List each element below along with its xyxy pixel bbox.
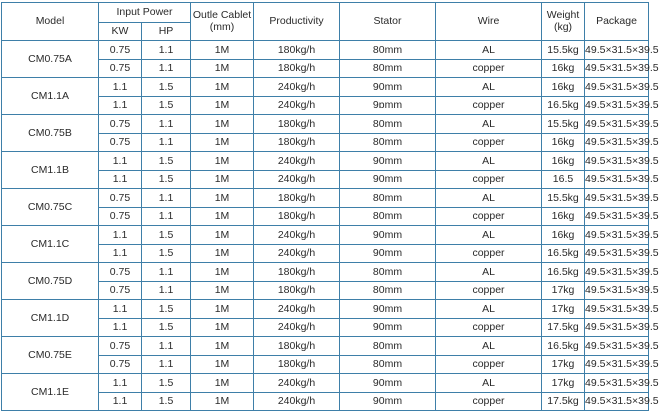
table-row [2,300,649,319]
cell-hp: 1.5 [142,226,191,245]
cell-stator: 80mm [340,133,436,152]
cell-kw: 0.75 [99,133,142,152]
cell-stator: 80mm [340,59,436,78]
cell-weight: 17kg [542,300,585,319]
cell-model: CM0.75C [2,189,99,226]
cell-kw: 1.1 [99,170,142,189]
cell-kw: 1.1 [99,300,142,319]
table-row [2,207,649,226]
cell-outlet-cable: 1M [191,170,254,189]
cell-outlet-cable: 1M [191,300,254,319]
cell-outlet-cable: 1M [191,281,254,300]
cell-wire: copper [436,133,542,152]
cell-kw: 1.1 [99,318,142,337]
cell-model: CM1.1B [2,152,99,189]
cell-kw: 1.1 [99,244,142,263]
cell-outlet-cable: 1M [191,244,254,263]
cell-productivity: 240kg/h [254,318,340,337]
cell-hp: 1.5 [142,152,191,171]
cell-outlet-cable: 1M [191,263,254,282]
header-package: Package [585,3,649,41]
table-row [2,41,649,60]
header-wire: Wire [436,3,542,41]
cell-productivity: 240kg/h [254,170,340,189]
cell-hp: 1.1 [142,41,191,60]
cell-outlet-cable: 1M [191,133,254,152]
cell-wire: AL [436,337,542,356]
cell-productivity: 240kg/h [254,244,340,263]
cell-kw: 0.75 [99,263,142,282]
cell-weight: 17.5kg [542,392,585,411]
cell-hp: 1.1 [142,263,191,282]
cell-outlet-cable: 1M [191,189,254,208]
header-outlet-cable-line2: (mm) [209,20,235,33]
cell-package: 49.5×31.5×39.5 [585,78,649,97]
cell-kw: 0.75 [99,59,142,78]
cell-stator: 90mm [340,300,436,319]
cell-outlet-cable: 1M [191,318,254,337]
cell-kw: 0.75 [99,115,142,134]
cell-weight: 15.5kg [542,189,585,208]
cell-productivity: 180kg/h [254,337,340,356]
cell-weight: 17.5kg [542,318,585,337]
cell-wire: AL [436,300,542,319]
cell-package: 49.5×31.5×39.5 [585,115,649,134]
cell-outlet-cable: 1M [191,392,254,411]
cell-outlet-cable: 1M [191,152,254,171]
cell-weight: 16kg [542,78,585,97]
table-row [2,374,649,393]
cell-productivity: 180kg/h [254,281,340,300]
cell-kw: 0.75 [99,355,142,374]
table-row [2,170,649,189]
cell-kw: 0.75 [99,281,142,300]
table-row [2,263,649,282]
spec-table-body [2,41,659,411]
cell-productivity: 240kg/h [254,300,340,319]
cell-package: 49.5×31.5×39.5 [585,41,649,60]
cell-productivity: 180kg/h [254,263,340,282]
cell-wire: copper [436,207,542,226]
table-row [2,244,649,263]
cell-wire: AL [436,226,542,245]
cell-wire: copper [436,281,542,300]
cell-kw: 1.1 [99,392,142,411]
cell-outlet-cable: 1M [191,374,254,393]
cell-weight: 16.5kg [542,244,585,263]
table-row [2,318,649,337]
cell-outlet-cable: 1M [191,355,254,374]
header-weight [542,3,585,41]
cell-package: 49.5×31.5×39.5 [585,263,649,282]
cell-package: 49.5×31.5×39.5 [585,59,649,78]
cell-wire: copper [436,244,542,263]
table-row [2,133,649,152]
cell-kw: 0.75 [99,207,142,226]
cell-productivity: 180kg/h [254,189,340,208]
cell-kw: 1.1 [99,78,142,97]
cell-package: 49.5×31.5×39.5 [585,281,649,300]
cell-wire: copper [436,96,542,115]
cell-hp: 1.5 [142,170,191,189]
cell-hp: 1.1 [142,115,191,134]
cell-package: 49.5×31.5×39.5 [585,207,649,226]
cell-stator: 90mm [340,170,436,189]
cell-weight: 16kg [542,226,585,245]
table-row [2,78,649,97]
cell-outlet-cable: 1M [191,207,254,226]
cell-hp: 1.1 [142,189,191,208]
cell-weight: 16.5 [542,170,585,189]
cell-package: 49.5×31.5×39.5 [585,226,649,245]
table-row [2,115,649,134]
cell-stator: 90mm [340,152,436,171]
cell-productivity: 180kg/h [254,41,340,60]
header-model: Model [2,3,99,41]
header-weight-line1: Weight [546,8,580,21]
cell-kw: 0.75 [99,337,142,356]
cell-wire: AL [436,263,542,282]
cell-wire: AL [436,152,542,171]
cell-hp: 1.1 [142,133,191,152]
header-input-power: Input Power [99,3,191,23]
cell-stator: 90mm [340,392,436,411]
cell-stator: 80mm [340,281,436,300]
cell-stator: 80mm [340,189,436,208]
cell-model: CM0.75A [2,41,99,78]
cell-hp: 1.5 [142,392,191,411]
cell-package: 49.5×31.5×39.5 [585,337,649,356]
cell-productivity: 240kg/h [254,392,340,411]
cell-stator: 90mm [340,244,436,263]
cell-model: CM0.75D [2,263,99,300]
cell-outlet-cable: 1M [191,96,254,115]
header-outlet-cable [191,3,254,41]
cell-stator: 90mm [340,374,436,393]
cell-wire: copper [436,170,542,189]
cell-wire: AL [436,374,542,393]
cell-productivity: 240kg/h [254,96,340,115]
cell-productivity: 180kg/h [254,207,340,226]
cell-model: CM1.1C [2,226,99,263]
cell-stator: 80mm [340,41,436,60]
cell-stator: 90mm [340,78,436,97]
cell-model: CM0.75E [2,337,99,374]
cell-package: 49.5×31.5×39.5 [585,374,649,393]
cell-hp: 1.5 [142,78,191,97]
cell-outlet-cable: 1M [191,337,254,356]
spec-table [1,2,659,411]
cell-kw: 1.1 [99,96,142,115]
cell-wire: AL [436,41,542,60]
cell-productivity: 180kg/h [254,355,340,374]
cell-package: 49.5×31.5×39.5 [585,189,649,208]
cell-kw: 1.1 [99,374,142,393]
cell-productivity: 240kg/h [254,78,340,97]
cell-wire: AL [436,189,542,208]
table-row [2,355,649,374]
cell-productivity: 240kg/h [254,152,340,171]
cell-productivity: 180kg/h [254,59,340,78]
cell-kw: 0.75 [99,41,142,60]
cell-weight: 16kg [542,207,585,226]
cell-hp: 1.1 [142,281,191,300]
cell-hp: 1.1 [142,59,191,78]
cell-weight: 15.5kg [542,41,585,60]
header-productivity: Productivity [254,3,340,41]
table-row [2,392,649,411]
cell-package: 49.5×31.5×39.5 [585,355,649,374]
table-row [2,189,649,208]
cell-outlet-cable: 1M [191,41,254,60]
cell-weight: 16kg [542,133,585,152]
header-hp: HP [142,23,191,41]
cell-wire: AL [436,115,542,134]
cell-model: CM1.1D [2,300,99,337]
cell-package: 49.5×31.5×39.5 [585,152,649,171]
cell-outlet-cable: 1M [191,226,254,245]
cell-outlet-cable: 1M [191,115,254,134]
cell-package: 49.5×31.5×39.5 [585,244,649,263]
cell-hp: 1.5 [142,300,191,319]
cell-stator: 80mm [340,115,436,134]
cell-wire: copper [436,59,542,78]
cell-model: CM1.1A [2,78,99,115]
cell-stator: 9ɒmm [340,96,436,115]
cell-outlet-cable: 1M [191,78,254,97]
cell-hp: 1.5 [142,318,191,337]
table-row [2,59,649,78]
cell-productivity: 240kg/h [254,374,340,393]
cell-weight: 16kg [542,59,585,78]
cell-hp: 1.5 [142,374,191,393]
cell-weight: 16kg [542,152,585,171]
cell-kw: 0.75 [99,189,142,208]
header-stator: Stator [340,3,436,41]
cell-weight: 16.5kg [542,337,585,356]
cell-productivity: 180kg/h [254,115,340,134]
header-outlet-cable-line1: Outle Cablet [192,8,252,21]
cell-hp: 1.1 [142,355,191,374]
cell-model: CM0.75B [2,115,99,152]
cell-model: CM1.1E [2,374,99,411]
cell-hp: 1.1 [142,207,191,226]
cell-productivity: 180kg/h [254,133,340,152]
header-weight-line2: (kg) [553,20,573,33]
cell-stator: 80mm [340,263,436,282]
cell-package: 49.5×31.5×39.5 [585,96,649,115]
cell-package: 49.5×31.5×39.5 [585,133,649,152]
cell-wire: copper [436,355,542,374]
header-kw: KW [99,23,142,41]
cell-stator: 80mm [340,207,436,226]
cell-package: 49.5×31.5×39.5 [585,170,649,189]
cell-package: 49.5×31.5×39.5 [585,392,649,411]
cell-weight: 17kg [542,374,585,393]
cell-outlet-cable: 1M [191,59,254,78]
cell-stator: 80mm [340,337,436,356]
cell-weight: 17kg [542,281,585,300]
table-row [2,281,649,300]
cell-wire: copper [436,392,542,411]
cell-package: 49.5×31.5×39.5 [585,318,649,337]
cell-wire: copper [436,318,542,337]
cell-weight: 17kg [542,355,585,374]
table-row [2,226,649,245]
cell-productivity: 240kg/h [254,226,340,245]
cell-weight: 15.5kg [542,115,585,134]
table-row [2,96,649,115]
table-row [2,337,649,356]
cell-package: 49.5×31.5×39.5 [585,300,649,319]
table-row [2,152,649,171]
cell-kw: 1.1 [99,152,142,171]
cell-stator: 90mm [340,226,436,245]
cell-weight: 16.5kg [542,96,585,115]
cell-stator: 90mm [340,318,436,337]
cell-hp: 1.5 [142,96,191,115]
cell-hp: 1.1 [142,337,191,356]
cell-stator: 80mm [340,355,436,374]
cell-hp: 1.5 [142,244,191,263]
header-row-top [2,3,649,23]
cell-kw: 1.1 [99,226,142,245]
cell-weight: 16.5kg [542,263,585,282]
cell-wire: AL [436,78,542,97]
